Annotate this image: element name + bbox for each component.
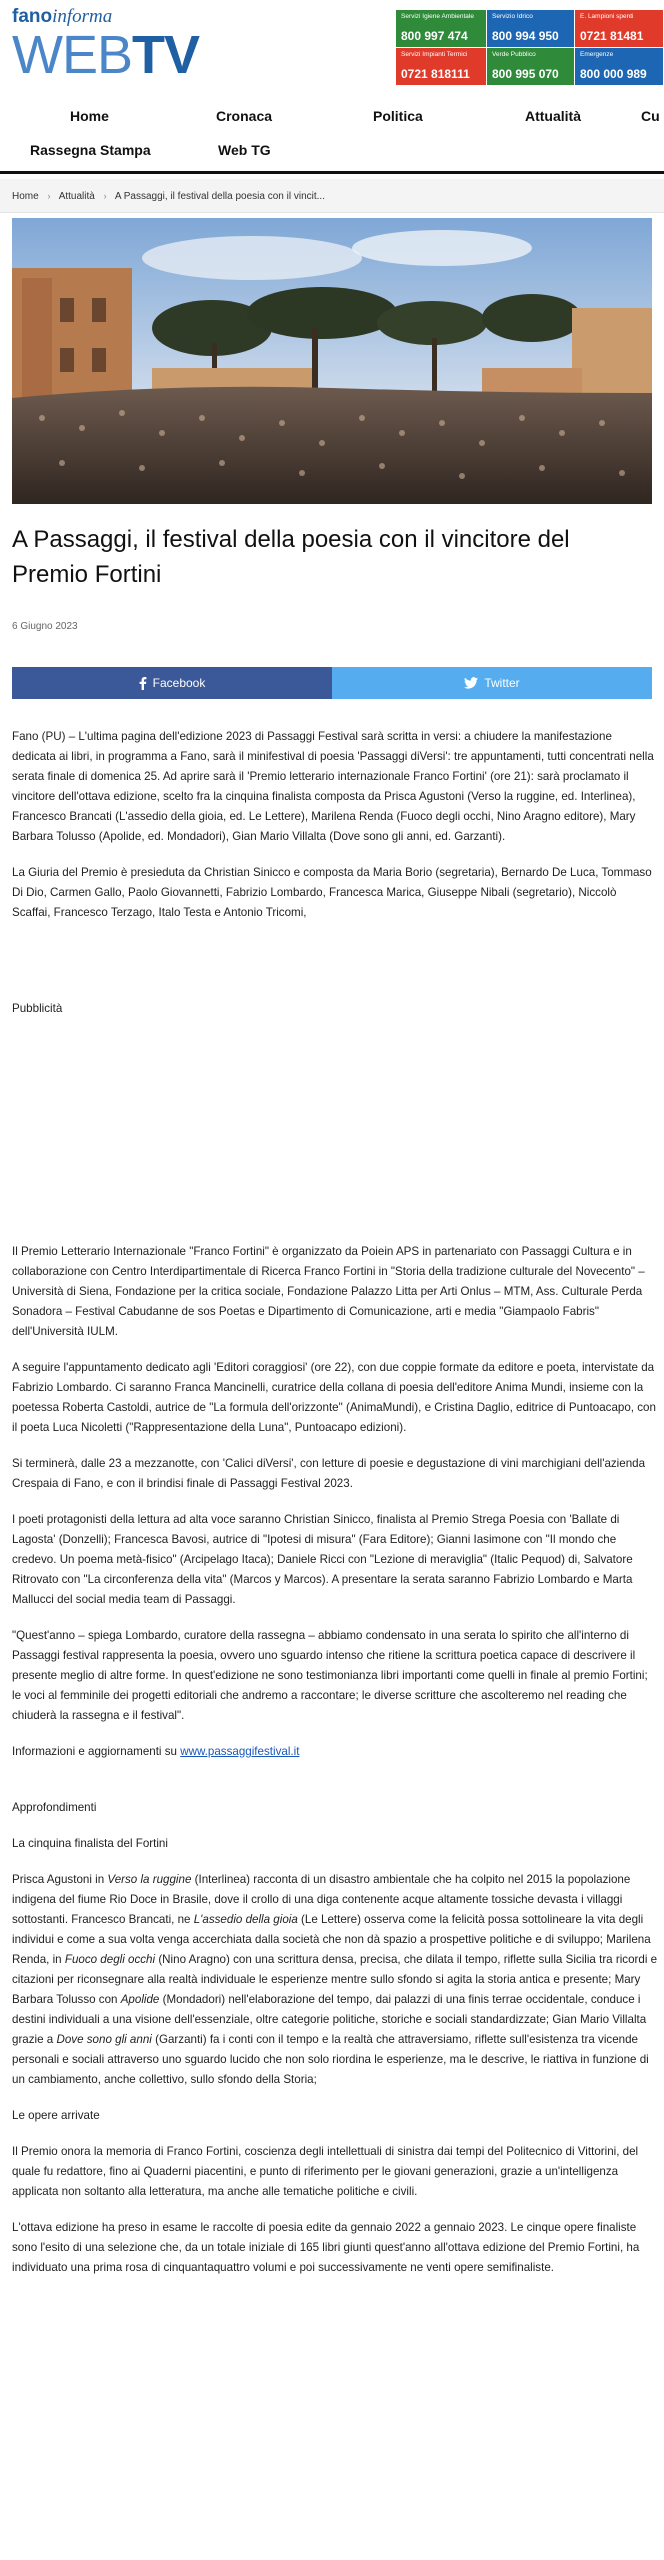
service-emergenze[interactable]: Emergenze 800 000 989 — [575, 48, 663, 85]
share-twitter-button[interactable] — [332, 667, 652, 699]
service-lampioni[interactable]: E. Lampioni spenti 0721 81481 — [575, 10, 663, 47]
passaggi-festival-link[interactable]: www.passaggifestival.it — [180, 1745, 300, 1758]
breadcrumb-home[interactable]: Home — [12, 191, 39, 202]
article-body — [12, 727, 658, 939]
advertisement-label: Pubblicità — [12, 1002, 63, 1015]
article-paragraph: I poeti protagonisti della lettura ad alta voce saranno Christian Sinicco, finalista al Premio Strega Poesia con 'Ballate di Lagosta' (Donzelli); Francesca Bavosi, autrice di "Ipotesi di misura" (Fara Editore); Gianni Iasimone con "Il mondo che credevo. Un poema metà-fisico" (Arcipelago Itaca); Daniele Ricci con "Lezione di meraviglia" (Italic Pequod) di, Salvatore Ritrovato con "La circonferenza della vita" (Marcos y Marcos). A presentare la serata saranno Fabrizio Lombardo e Marta Mallucci del social media team di Passaggi. — [12, 1513, 633, 1606]
article-body-continued — [12, 1242, 658, 2294]
share-facebook-button[interactable] — [12, 667, 332, 699]
main-nav — [0, 90, 664, 174]
nav-attualita[interactable]: Attualità — [525, 108, 581, 124]
service-idrico[interactable]: Servizio Idrico 800 994 950 — [487, 10, 574, 47]
article-paragraph: A seguire l'appuntamento dedicato agli 'Editori coraggiosi' (ore 22), con due coppie formate da editore e poeta, intervistate da Fabrizio Lombardo. Ci saranno Franca Mancinelli, curatrice della collana di poesia dell'editore Anima Mundi, insieme con la poetessa Roberta Castoldi, autrice de "La formula dell'orizzonte" (AnimaMundi), e Cristina Daglio, editrice di Puntoacapo, con il poeta Luca Nicoletti ("Rappresentazione della Luna", Puntoacapo edizioni). — [12, 1361, 656, 1434]
service-numbers — [396, 10, 661, 85]
article-paragraph: L'ottava edizione ha preso in esame le raccolte di poesia edite da gennaio 2022 a gennaio 2023. Le cinque opere finaliste sono l'esito di una selezione che, da un totale iniziale di 165 libri giunti quest'anno all'ottava edizione del Premio Fortini, ha individuato una prima rosa di cinquantaquattro volumi e poi successivamente ne venti opere semifinaliste. — [12, 2221, 640, 2274]
section-heading-opere: Le opere arrivate — [12, 2109, 100, 2122]
service-verde[interactable]: Verde Pubblico 800 995 070 — [487, 48, 574, 85]
site-header — [0, 0, 664, 90]
service-termici[interactable]: Servizi Impianti Termici 0721 818111 — [396, 48, 486, 85]
twitter-icon — [464, 677, 478, 689]
article-paragraph: Prisca Agustoni in Verso la ruggine (Interlinea) racconta di un disastro ambientale che ha colpito nel 2015 la popolazione indigena del fiume Rio Doce in Brasile, dove il crollo di una diga contenente acque altamente tossiche devasta i villaggi sottostanti. Francesco Brancati, ne L'assedio della gioia (Le Lettere) osserva come la felicità possa sottolineare la vita degli individui e come a sua volta venga accerchiata dalla società che non dà spazio a prospettive politiche e di sviluppo; Marilena Renda, in Fuoco degli occhi (Nino Aragno) con una scrittura densa, precisa, che dilata il tempo, riflette sulla Sicilia tra ricordi e citazioni per riconsegnare alla realtà individuale le esperienze mentre sullo sfondo si agita la storia antica e presente; Mary Barbara Tolusso con Apolide (Mondadori) nell'elaborazione del tempo, dai palazzi di una finis terrae occidentale, conduce i destini individuali a una visione dell'essenziale, oltre categorie politiche, storiche e sociali standardizzate; Gian Mario Villalta grazie a Dove sono gli anni (Garzanti) fa i conti con il tempo e la realtà che attraversiamo, riflette sull'esistenza tra vicende personali e sociali attraverso uno sguardo lucido che non solo riordina le esperienze, ma le descrive, le riattiva in funzione di un cambiamento, anche collettivo, sullo sfondo della Storia; — [12, 1873, 658, 2086]
nav-web-tg[interactable]: Web TG — [218, 142, 271, 158]
breadcrumb-current: A Passaggi, il festival della poesia con il vincit... — [114, 191, 325, 202]
breadcrumb-attualita[interactable]: Attualità — [58, 191, 95, 202]
nav-rassegna-stampa[interactable]: Rassegna Stampa — [30, 142, 151, 158]
nav-cronaca[interactable]: Cronaca — [216, 108, 273, 124]
share-facebook-label: Facebook — [152, 676, 206, 690]
article-date: 6 Giugno 2023 — [12, 621, 78, 632]
site-logo[interactable] — [12, 6, 200, 85]
article-paragraph: Il Premio Letterario Internazionale "Franco Fortini" è organizzato da Poiein APS in partenariato con Passaggi Cultura e in collaborazione con Centro Interdipartimentale di Ricerca Franco Fortini in "Storia della tradizione culturale del Novecento" – Università di Siena, Fondazione per la critica sociale, Fondazione Palazzo Litta per Arti Onlus – MTM, Ass. Culturale Perda Sonadora – Festival Cabudanne de sos Poetas e Dipartimento di Comunicazione, arti e media "Giampaolo Fabris" dell'Università IULM. — [12, 1245, 645, 1338]
article-paragraph: Fano (PU) – L'ultima pagina dell'edizione 2023 di Passaggi Festival sarà scritta in versi: a chiudere la manifestazione dedicata ai libri, in programma a Fano, sarà il minifestival di poesia 'Passaggi diVersi': tre appuntamenti, tutti concentrati nella serata finale di domenica 25. Ad aprire sarà il 'Premio letterario internazionale Franco Fortini' (ore 21): sarà proclamato il vincitore dell'ottava edizione, scelto fra la cinquina finalista composta da Prisca Agustoni (Verso la ruggine, ed. Interlinea), Francesco Brancati (L'assedio della gioia, ed. Le Lettere), Marilena Renda (Fuoco degli occhi, Nino Aragno editore), Mary Barbara Tolusso (Apolide, ed. Mondadori), Gian Mario Villalta (Dove sono gli anni, ed. Garzanti). — [12, 730, 654, 843]
facebook-icon — [139, 677, 147, 690]
share-twitter-label: Twitter — [484, 676, 520, 690]
article-paragraph: Il Premio onora la memoria di Franco Fortini, coscienza degli intellettuali di sinistra dai tempi del Politecnico di Vittorini, del quale fu redattore, fino ai Quaderni piacentini, e punto di riferimento per le giovani generazioni, grazie a un'intelligenza applicata non soltanto alla letteratura, ma anche alle tematiche politiche e civili. — [12, 2145, 639, 2198]
breadcrumb — [0, 179, 664, 213]
section-heading-cinquina: La cinquina finalista del Fortini — [12, 1837, 168, 1850]
article-title: A Passaggi, il festival della poesia con il vincitore del Premio Fortini — [12, 526, 570, 588]
logo-fanoinforma: fanoinforma — [12, 6, 113, 27]
share-bar — [12, 667, 652, 699]
chevron-right-icon: › — [47, 191, 51, 201]
article-paragraph: "Quest'anno – spiega Lombardo, curatore della rassegna – abbiamo condensato in una serata lo spirito che all'interno di Passaggi festival rappresenta la poesia, ovvero uno sguardo intenso che ritiene la scrittura poetica capace di descrivere il presente meglio di altre forme. In quest'edizione ne sono testimonianza libri importanti come quelli in finale al premio Fortini; le voci al femminile dei progetti editoriali che andremo a raccontare; le diverse scritture che ascolteremo nel reading che chiuderà la rassegna e il festival". — [12, 1629, 648, 1722]
logo-webtv: WEBTV — [12, 25, 200, 85]
article-paragraph: La Giuria del Premio è presieduta da Christian Sinicco e composta da Maria Borio (segretaria), Bernardo De Luca, Tommaso Di Dio, Carmen Gallo, Paolo Giovannetti, Fabrizio Lombardo, Francesca Marica, Giuseppe Nibali (segretario), Niccolò Scaffai, Francesco Terzago, Italo Testa e Antonio Tricomi, — [12, 866, 652, 919]
article-hero-image — [12, 218, 652, 504]
service-igiene[interactable]: Servizi Igiene Ambientale 800 997 474 — [396, 10, 486, 47]
chevron-right-icon: › — [103, 191, 107, 201]
nav-cultura[interactable]: Cu — [641, 108, 660, 124]
nav-home[interactable]: Home — [70, 108, 109, 124]
section-label-approfondimenti: Approfondimenti — [12, 1801, 97, 1814]
article-paragraph: Informazioni e aggiornamenti su www.passaggifestival.it — [12, 1745, 300, 1758]
article-paragraph: Si terminerà, dalle 23 a mezzanotte, con 'Calici diVersi', con letture di poesie e degustazione di vini marchigiani dell'azienda Crespaia di Fano, e con il brindisi finale di Passaggi Festival 2023. — [12, 1457, 646, 1490]
nav-politica[interactable]: Politica — [373, 108, 423, 124]
